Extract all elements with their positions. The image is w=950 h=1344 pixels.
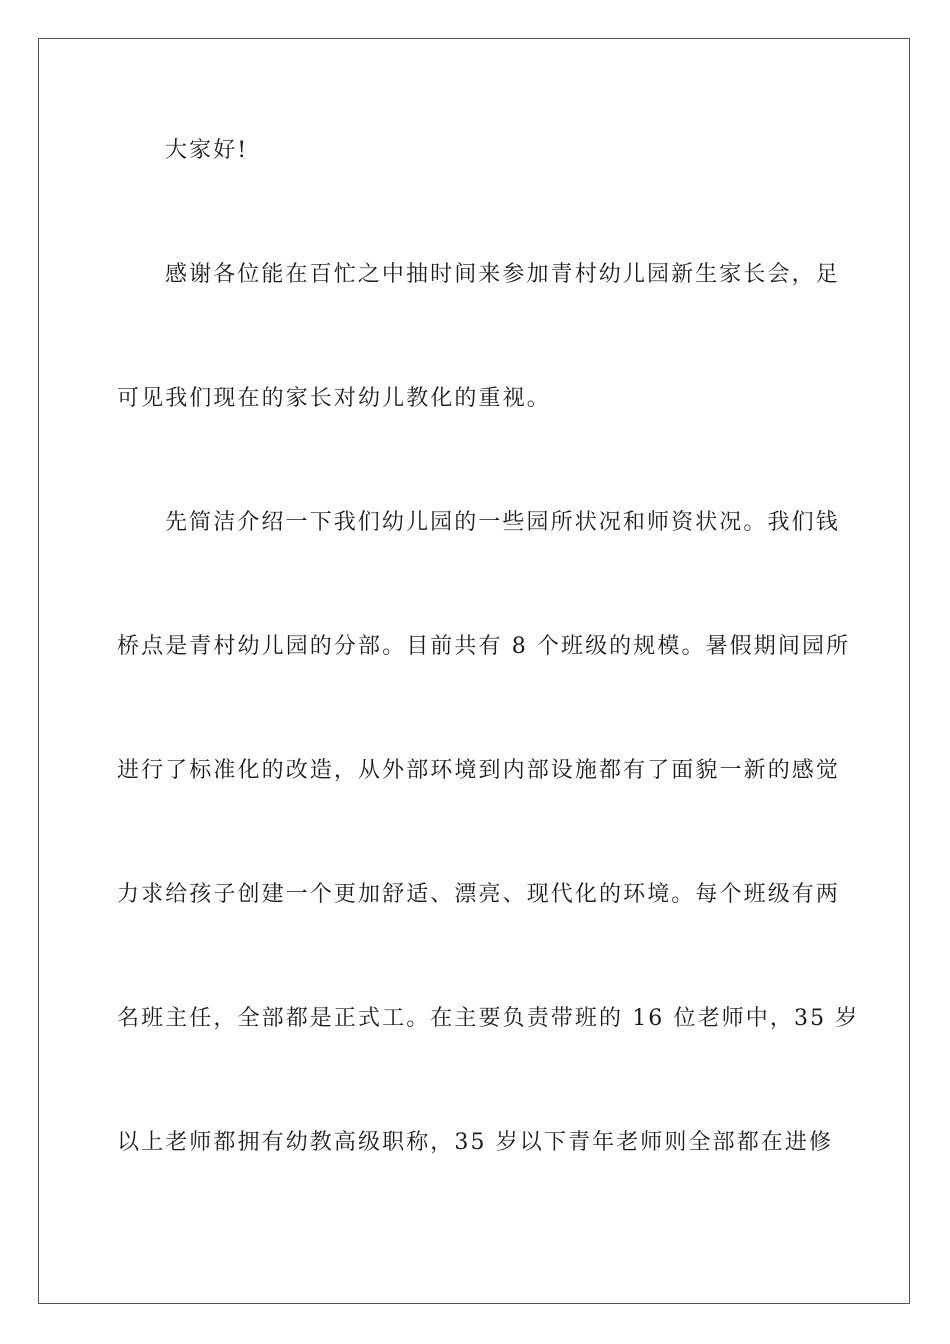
paragraph-2-line-3: 进行了标准化的改造，从外部环境到内部设施都有了面貌一新的感觉 bbox=[117, 758, 841, 783]
paragraph-2-line-5: 名班主任，全部都是正式工。在主要负责带班的 16 位老师中，35 岁 bbox=[117, 1006, 860, 1031]
greeting-line: 大家好! bbox=[165, 138, 249, 163]
paragraph-1-line-1: 感谢各位能在百忙之中抽时间来参加青村幼儿园新生家长会，足 bbox=[165, 262, 840, 287]
paragraph-1-line-2: 可见我们现在的家长对幼儿教化的重视。 bbox=[117, 386, 551, 411]
paragraph-2-line-2: 桥点是青村幼儿园的分部。目前共有 8 个班级的规模。暑假期间园所 bbox=[117, 634, 851, 659]
paragraph-2-line-1: 先简洁介绍一下我们幼儿园的一些园所状况和师资状况。我们钱 bbox=[165, 510, 840, 535]
paragraph-2-line-4: 力求给孩子创建一个更加舒适、漂亮、现代化的环境。每个班级有两 bbox=[117, 882, 841, 907]
paragraph-2-line-6: 以上老师都拥有幼教高级职称，35 岁以下青年老师则全部都在进修 bbox=[117, 1130, 834, 1155]
page-border bbox=[38, 38, 910, 1304]
